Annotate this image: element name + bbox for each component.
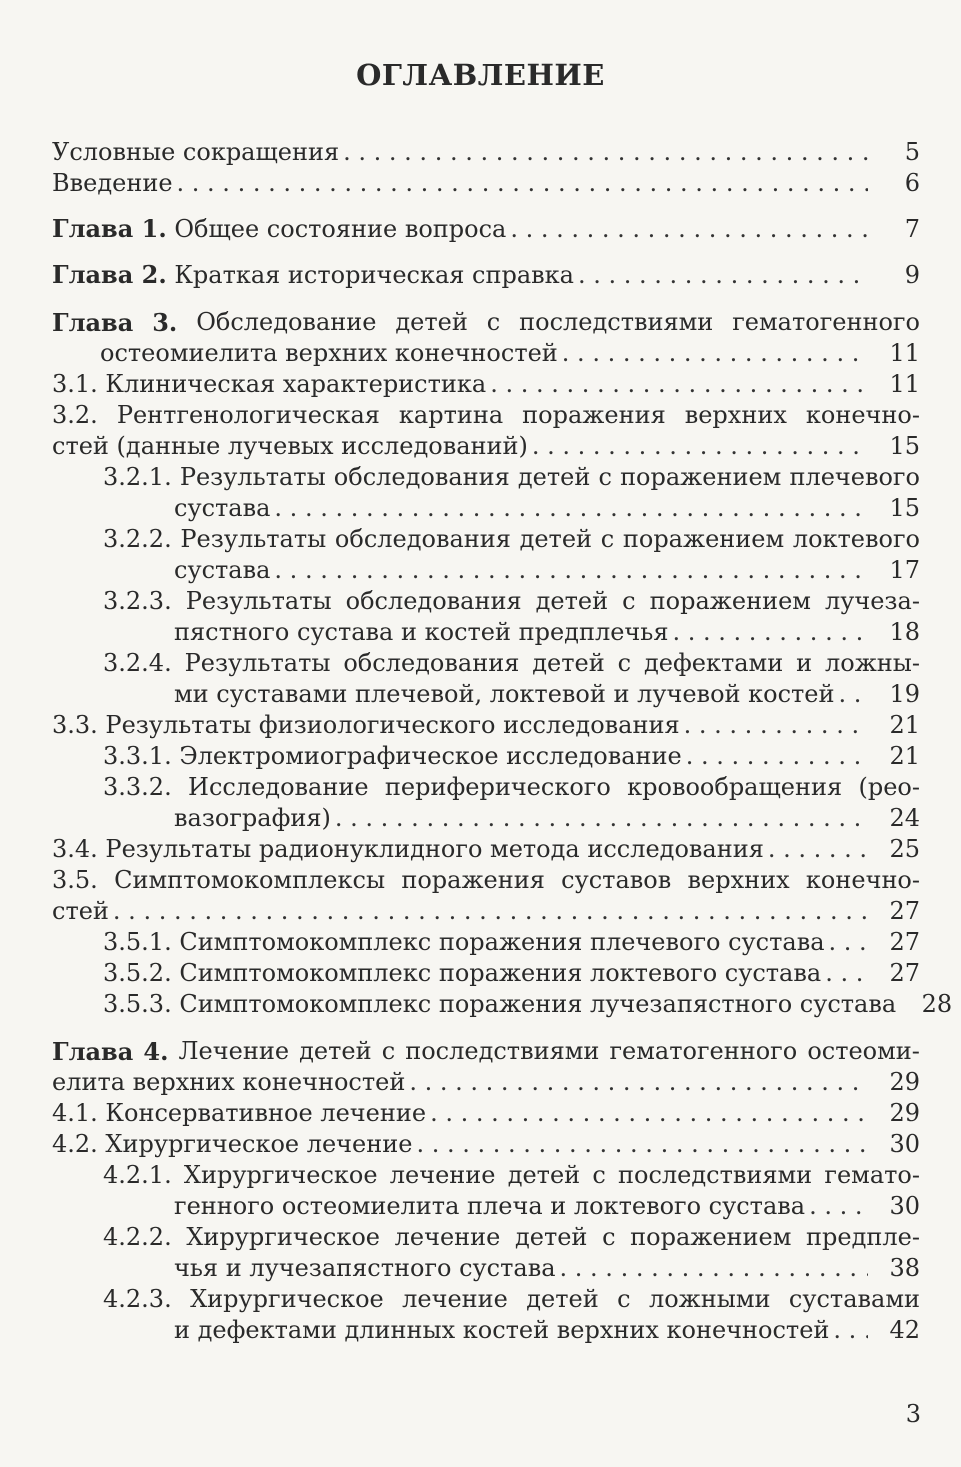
page-number: 3 xyxy=(905,1400,921,1428)
toc-entry-text: 4.1. Консервативное лечение xyxy=(52,1099,427,1127)
toc-entry-text: стей xyxy=(52,897,109,925)
page-title: ОГЛАВЛЕНИЕ xyxy=(356,58,605,92)
toc-entry-text: Глава 4. Лечение детей с последствиями гематогенного остеоми- xyxy=(52,1037,920,1066)
leader-dots xyxy=(490,369,868,400)
toc-entry xyxy=(52,168,920,199)
leader-dots xyxy=(809,1191,868,1222)
toc-entry-text: 3.3. Результаты физиологического исследования xyxy=(52,711,680,739)
toc-entry-text: 3.1. Клиническая характеристика xyxy=(52,370,487,398)
toc-entry xyxy=(103,1284,920,1346)
toc-entry-text: Введение xyxy=(52,169,173,197)
leader-dots xyxy=(416,1129,868,1160)
toc-entry-text: стей (данные лучевых исследований) xyxy=(52,432,528,460)
toc-entry-text: 3.2.1. Результаты обследования детей с поражением плечевого xyxy=(103,463,920,491)
toc-page-number: 15 xyxy=(889,494,920,522)
leader-dots xyxy=(113,896,868,927)
toc-page-number: 5 xyxy=(904,138,920,166)
toc-entry-text: 3.5.2. Симптомокомплекс поражения локтевого сустава xyxy=(103,959,822,987)
leader-dots xyxy=(686,741,868,772)
toc-entry-text: 3.3.2. Исследование периферического кровообращения (рео- xyxy=(103,773,920,801)
toc-page-number: 17 xyxy=(889,556,920,584)
toc-page-number: 7 xyxy=(904,215,920,243)
leader-dots xyxy=(578,260,868,291)
toc-entry-text: 4.2.3. Хирургическое лечение детей с ложными суставами xyxy=(103,1285,920,1313)
leader-dots xyxy=(672,617,868,648)
toc-entry-text: ми суставами плечевой, локтевой и лучевой костей xyxy=(174,680,835,708)
toc-entry xyxy=(52,710,920,741)
toc-page-number: 38 xyxy=(889,1254,920,1282)
toc-entry xyxy=(52,865,920,927)
toc-page-number: 11 xyxy=(889,370,920,398)
toc-entry-text: 3.2.4. Результаты обследования детей с дефектами и ложны- xyxy=(103,649,920,677)
toc-entry-text: пястного сустава и костей предплечья xyxy=(174,618,669,646)
toc-entry-text: 3.2.2. Результаты обследования детей с поражением локтевого xyxy=(103,525,920,553)
leader-dots xyxy=(562,338,868,369)
toc-entry-text: елита верхних конечностей xyxy=(52,1068,406,1096)
toc-entry xyxy=(103,958,920,989)
toc-entry xyxy=(103,1222,920,1284)
toc-entry-text: 4.2.2. Хирургическое лечение детей с поражением предпле- xyxy=(103,1223,920,1251)
toc-entry-text: чья и лучезапястного сустава xyxy=(174,1254,556,1282)
toc-entry-text: Условные сокращения xyxy=(52,138,340,166)
chapter-label: Глава 2. xyxy=(52,260,167,289)
toc-entry-text: вазография) xyxy=(174,804,331,832)
leader-dots xyxy=(532,431,868,462)
toc-entry-text: 3.4. Результаты радионуклидного метода исследования xyxy=(52,835,764,863)
toc-page-number: 11 xyxy=(889,339,920,367)
toc-entry-text: Глава 3. Обследование детей с последствиями гематогенного xyxy=(52,308,920,337)
toc-page-number: 19 xyxy=(889,680,920,708)
leader-dots xyxy=(829,927,868,958)
toc-entry-text: 3.5.3. Симптомокомплекс поражения лучезапястного сустава xyxy=(103,990,897,1018)
toc-entry xyxy=(103,462,920,524)
leader-dots xyxy=(684,710,868,741)
toc-entry-text: 3.3.1. Электромиографическое исследование xyxy=(103,742,682,770)
toc-entry xyxy=(103,927,920,958)
leader-dots xyxy=(833,1315,868,1346)
toc-entry xyxy=(103,586,920,648)
toc-page-number: 30 xyxy=(889,1192,920,1220)
toc-page-number: 27 xyxy=(889,897,920,925)
leader-dots xyxy=(177,168,868,199)
leader-dots xyxy=(510,214,868,245)
toc-page-number: 21 xyxy=(889,711,920,739)
toc-entry-text: сустава xyxy=(174,556,271,584)
toc-entry-text: 3.5. Симптомокомплексы поражения суставов верхних конечно- xyxy=(52,866,920,894)
toc-entry xyxy=(52,307,920,369)
toc-entry xyxy=(103,989,953,1020)
toc-entry-text: Глава 2. Краткая историческая справка xyxy=(52,260,574,289)
toc-entry-text: 3.2. Рентгенологическая картина поражения верхних конечно- xyxy=(52,401,920,429)
toc-entry-text: сустава xyxy=(174,494,271,522)
leader-dots xyxy=(839,679,868,710)
toc-entry-text: 3.5.1. Симптомокомплекс поражения плечевого сустава xyxy=(103,928,825,956)
leader-dots xyxy=(560,1253,868,1284)
toc-page-number: 24 xyxy=(889,804,920,832)
toc-page-number: 9 xyxy=(904,261,920,289)
toc-entry xyxy=(52,834,920,865)
toc-entry xyxy=(52,137,920,168)
leader-dots xyxy=(409,1067,868,1098)
chapter-label: Глава 1. xyxy=(52,214,167,243)
toc-page-number: 29 xyxy=(889,1068,920,1096)
toc-page-number: 29 xyxy=(889,1099,920,1127)
toc-entry xyxy=(52,214,920,245)
leader-dots xyxy=(274,555,868,586)
toc-entry-text: и дефектами длинных костей верхних конечностей xyxy=(174,1316,830,1344)
leader-dots xyxy=(335,803,868,834)
toc-entry xyxy=(52,260,920,291)
toc-page-number: 27 xyxy=(889,928,920,956)
toc-entry xyxy=(103,772,920,834)
leader-dots xyxy=(430,1098,868,1129)
toc-entry xyxy=(52,1129,920,1160)
toc-page-number: 30 xyxy=(889,1130,920,1158)
toc-page-number: 18 xyxy=(889,618,920,646)
toc-page-number: 27 xyxy=(889,959,920,987)
leader-dots xyxy=(343,137,868,168)
toc-page-number: 15 xyxy=(889,432,920,460)
toc-entry xyxy=(52,369,920,400)
leader-dots xyxy=(274,493,868,524)
toc-entry-text: 3.2.3. Результаты обследования детей с поражением лучеза- xyxy=(103,587,920,615)
toc-entry-text: 4.2.1. Хирургическое лечение детей с последствиями гемато- xyxy=(103,1161,920,1189)
leader-dots xyxy=(825,958,868,989)
toc-entry xyxy=(52,400,920,462)
toc-page-number: 25 xyxy=(889,835,920,863)
toc-entry xyxy=(103,741,920,772)
toc-entry-text: Глава 1. Общее состояние вопроса xyxy=(52,214,507,243)
toc-entry-text: 4.2. Хирургическое лечение xyxy=(52,1130,413,1158)
toc-page-number: 42 xyxy=(889,1316,920,1344)
toc-page-number: 21 xyxy=(889,742,920,770)
toc-entry xyxy=(103,648,920,710)
toc-entry xyxy=(103,1160,920,1222)
toc-page-number: 28 xyxy=(921,990,953,1018)
toc-entry xyxy=(103,524,920,586)
toc-entry-text: генного остеомиелита плеча и локтевого сустава xyxy=(174,1192,806,1220)
toc-entry xyxy=(52,1036,920,1098)
toc-entry-text: остеомиелита верхних конечностей xyxy=(100,339,558,367)
toc-page-number: 6 xyxy=(904,169,920,197)
leader-dots xyxy=(768,834,868,865)
toc-entry xyxy=(52,1098,920,1129)
